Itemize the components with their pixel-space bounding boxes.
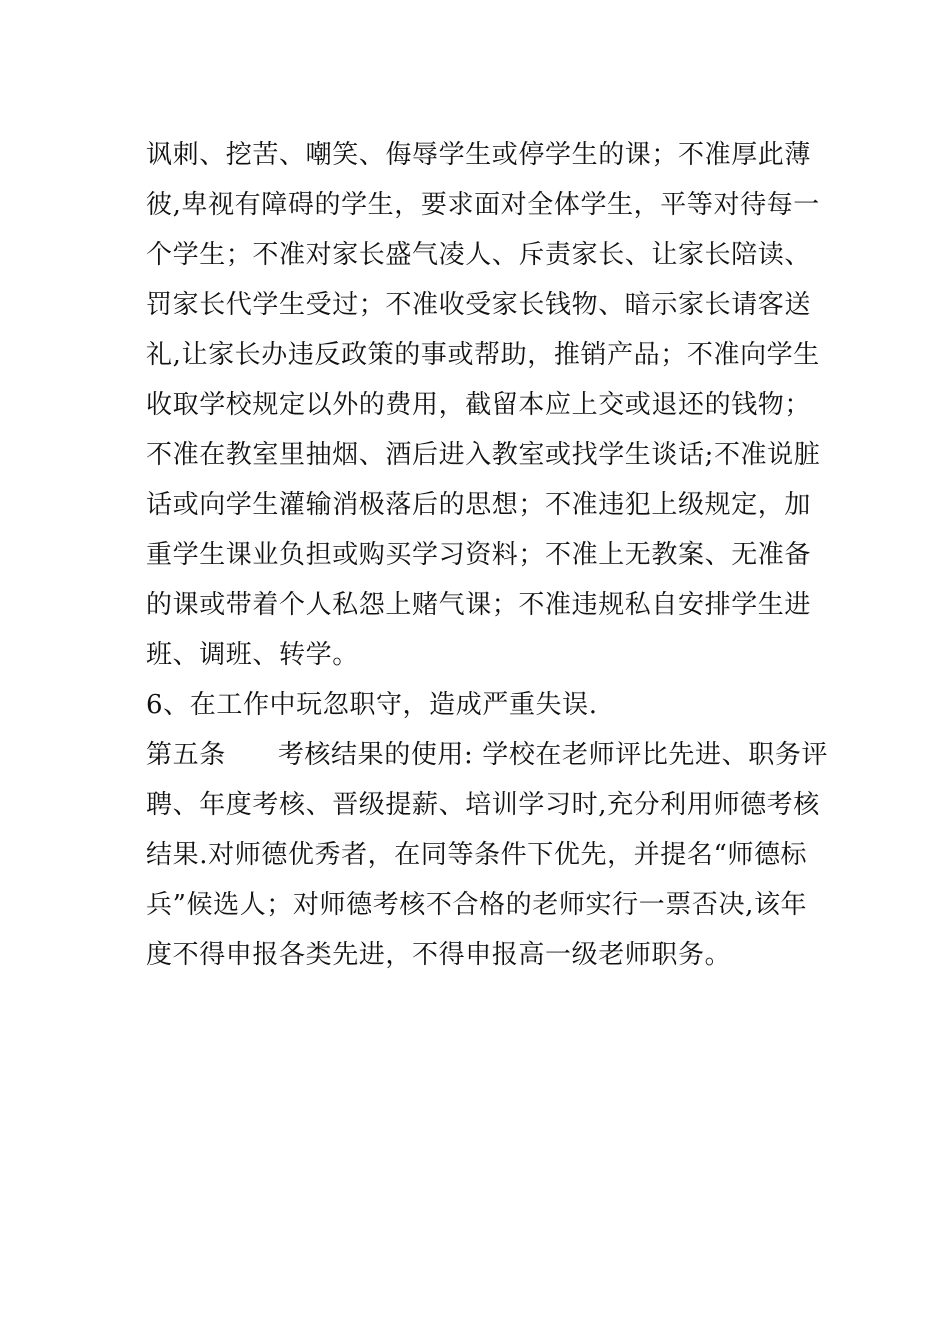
text-line: 的课或带着个人私怨上赌气课；不准违规私自安排学生进 (146, 590, 812, 620)
text-line: 罚家长代学生受过；不准收受家长钱物、暗示家长请客送 (146, 290, 812, 320)
article-5-first-line (146, 730, 829, 780)
text-line: 收取学校规定以外的费用，截留本应上交或退还的钱物； (146, 390, 812, 420)
text-line: 兵”候选人；对师德考核不合格的老师实行一票否决,该年 (146, 890, 808, 920)
article-5 (146, 730, 829, 980)
text-line: 聘、年度考核、晋级提薪、培训学习时,充分利用师德考核 (146, 790, 820, 820)
text-line: 礼,让家长办违反政策的事或帮助，推销产品；不准向学生 (146, 340, 820, 370)
paragraph-prohibitions (146, 130, 821, 680)
document-body (146, 130, 829, 980)
text-line: 结果.对师德优秀者，在同等条件下优先，并提名“师德标 (146, 840, 808, 870)
text-line: 讽刺、挖苦、嘲笑、侮辱学生或停学生的课；不准厚此薄 (146, 140, 812, 170)
text-line: 不准在教室里抽烟、酒后进入教室或找学生谈话;不准说脏 (146, 440, 821, 470)
text-line: 个学生；不准对家长盛气凌人、斥责家长、让家长陪读、 (146, 240, 812, 270)
text-line: 话或向学生灌输消极落后的思想；不准违犯上级规定，加 (146, 490, 812, 520)
article-5-first-line-text: 考核结果的使用: 学校在老师评比先进、职务评 (277, 740, 829, 770)
text-line: 度不得申报各类先进，不得申报高一级老师职务。 (146, 940, 732, 970)
article-5-heading: 第五条 (146, 740, 226, 770)
text-line: 彼,卑视有障碍的学生，要求面对全体学生，平等对待每一 (146, 190, 820, 220)
text-line: 重学生课业负担或购买学习资料；不准上无教案、无准备 (146, 540, 812, 570)
list-item-6: 6、在工作中玩忽职守，造成严重失误. (146, 690, 598, 720)
text-line: 班、调班、转学。 (146, 640, 359, 670)
